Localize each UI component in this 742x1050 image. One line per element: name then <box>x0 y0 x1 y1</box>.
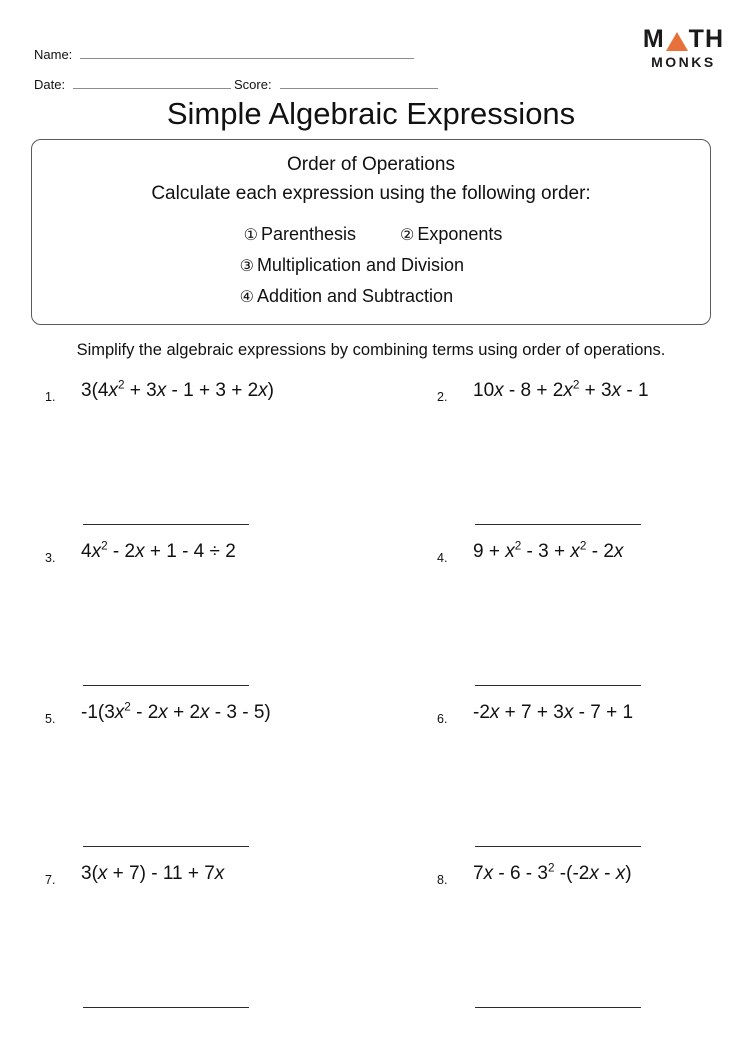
step-2-marker-icon: ② <box>400 227 415 244</box>
order-step-row-3 <box>240 281 503 312</box>
problem-row-2 <box>0 539 742 700</box>
name-input[interactable] <box>80 46 414 59</box>
order-step-row-2 <box>240 250 503 281</box>
problem-number: 4. <box>437 551 448 565</box>
date-field-row <box>34 76 231 92</box>
math-monks-logo <box>643 26 724 69</box>
step-3-marker-icon: ③ <box>239 257 254 275</box>
date-label: Date: <box>34 77 66 92</box>
answer-line[interactable] <box>475 846 641 847</box>
problem-number: 1. <box>45 390 56 404</box>
problem-row-4 <box>0 861 742 1022</box>
problem-row-1 <box>0 378 742 539</box>
problem-expression: $10x - 8 + 2x^2 + 3x - 1$ <box>473 378 649 401</box>
page-title: Simple Algebraic Expressions <box>166 96 576 131</box>
answer-line[interactable] <box>475 524 641 525</box>
triangle-icon <box>666 32 688 51</box>
problem-number: 6. <box>437 712 448 726</box>
problem-row-3 <box>0 700 742 861</box>
score-input[interactable] <box>280 76 438 89</box>
problem-expression: $7x - 6 - 3^2$ -(-2x - x) <box>473 861 632 884</box>
answer-line[interactable] <box>83 685 249 686</box>
name-field-row <box>34 46 414 62</box>
order-of-operations-box <box>31 139 711 325</box>
answer-line[interactable] <box>83 524 249 525</box>
answer-line[interactable] <box>475 1007 641 1008</box>
problem-number: 7. <box>45 873 56 887</box>
step-4-marker-icon: ④ <box>239 288 254 306</box>
step-1-label: Parenthesis <box>260 224 356 244</box>
name-label: Name: <box>34 47 73 62</box>
step-3-label: Multiplication and Division <box>256 254 465 275</box>
order-of-operations-subheading: Calculate each expression using the following order: <box>151 183 591 204</box>
logo-wordmark-monks: MONKS <box>651 54 716 70</box>
order-of-operations-steps <box>240 219 503 312</box>
step-2-label: Exponents <box>417 224 503 244</box>
order-of-operations-heading: Order of Operations <box>287 154 455 175</box>
logo-letter-m: M <box>642 25 665 53</box>
problem-number: 8. <box>437 873 448 887</box>
problem-number: 3. <box>45 551 56 565</box>
score-field-row <box>234 76 438 92</box>
problem-expression: $4x^2 - 2x + 1 - 4 \div 2$ <box>81 539 236 562</box>
problem-expression: $-1(3x^2 - 2x + 2x - 3 - 5)$ <box>81 700 271 723</box>
problem-number: 2. <box>437 390 448 404</box>
logo-letters-th: TH <box>688 25 724 53</box>
logo-wordmark-math <box>643 26 724 52</box>
problem-expression: $3(4x^2 + 3x - 1 + 3 + 2x)$ <box>81 378 274 401</box>
problem-number: 5. <box>45 712 56 726</box>
problem-expression: -2x + 7 + 3x - 7 + 1 <box>473 702 634 723</box>
problem-expression: $9 + x^2 - 3 + x^2 - 2x$ <box>473 539 624 562</box>
step-1-marker-icon: ① <box>243 227 258 244</box>
answer-line[interactable] <box>475 685 641 686</box>
instruction-text: Simplify the algebraic expressions by combining terms using order of operations. <box>76 341 666 359</box>
answer-line[interactable] <box>83 846 249 847</box>
step-4-label: Addition and Subtraction <box>256 285 454 306</box>
date-input[interactable] <box>73 76 231 89</box>
order-step-row-1 <box>240 219 503 250</box>
problems-grid <box>0 378 742 1022</box>
problem-expression: 3(x + 7) - 11 + 7x <box>81 863 225 884</box>
score-label: Score: <box>234 77 272 92</box>
answer-line[interactable] <box>83 1007 249 1008</box>
